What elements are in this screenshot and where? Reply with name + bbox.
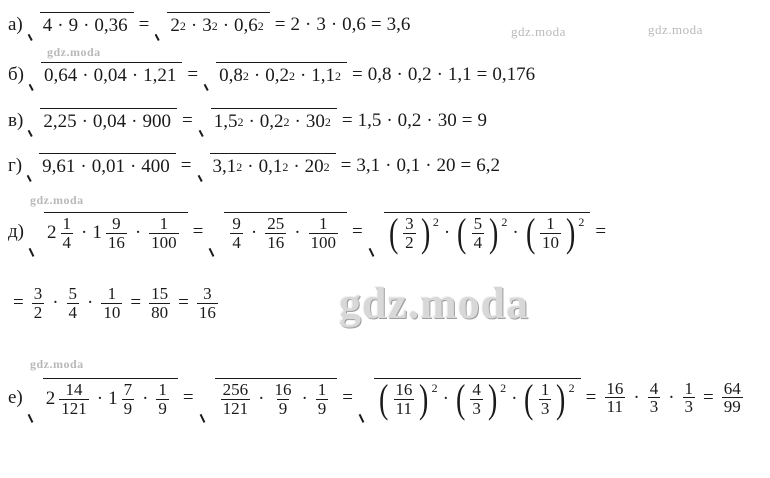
operator: · (57, 15, 64, 36)
radical-sign-icon (27, 378, 43, 418)
numerator: 3 (203, 284, 212, 303)
operand: 3,1 (212, 156, 237, 177)
radical-sign-icon (197, 153, 210, 178)
operator: · (248, 111, 255, 132)
left-paren: ( (524, 376, 534, 422)
exponent: 2 (179, 19, 186, 33)
denominator: 11 (606, 397, 624, 417)
left-paren: ( (379, 376, 389, 422)
fraction (722, 380, 743, 417)
left-paren: ( (525, 210, 536, 256)
fraction (59, 381, 89, 418)
item-label-b: б) (8, 63, 24, 85)
numerator: 3 (33, 284, 43, 303)
solution-line-d-cont (8, 285, 221, 322)
numerator: 4 (649, 378, 659, 398)
numerator: 16 (395, 380, 413, 399)
radical-sign-icon (27, 12, 40, 37)
exponent: 2 (283, 115, 290, 129)
watermark: gdz.moda (648, 22, 703, 37)
fraction (32, 285, 45, 322)
fraction (149, 285, 170, 322)
fraction (472, 215, 485, 252)
whole-part: 2 (45, 388, 56, 410)
exponent: 2 (568, 381, 575, 395)
solution-line-d (8, 210, 611, 256)
parenthesized-power (454, 376, 507, 422)
operator: · (81, 222, 88, 244)
operand: 1,5 (213, 111, 238, 132)
numerator: 9 (232, 214, 241, 233)
right-paren: ) (487, 376, 498, 422)
mixed-number (46, 381, 92, 418)
exponent: 2 (242, 69, 249, 83)
operator: · (293, 156, 300, 177)
numerator: 1 (319, 214, 328, 233)
radical-b-2 (203, 62, 347, 87)
numerator: 1 (158, 380, 167, 399)
fraction (648, 380, 661, 417)
numerator: 3 (405, 214, 414, 233)
fraction (309, 215, 339, 252)
fraction (403, 215, 416, 252)
fraction (149, 215, 179, 252)
exponent: 2 (257, 19, 264, 33)
numerator: 14 (65, 380, 83, 399)
fraction (316, 381, 329, 418)
fraction (604, 380, 625, 417)
right-paren: ) (420, 210, 430, 256)
watermark: gdz.moda (511, 24, 566, 39)
operand: 2,25 (43, 111, 77, 132)
operator: · (253, 65, 261, 86)
fraction (221, 381, 251, 418)
equals-sign: = (352, 63, 363, 85)
numerator: 1 (546, 214, 555, 233)
fraction (122, 381, 135, 418)
operand: 0,1 (396, 154, 421, 176)
fraction (470, 381, 483, 418)
equals-sign: = (13, 292, 24, 314)
watermark-large: gdz.moda (339, 279, 530, 328)
parenthesized-power (524, 210, 585, 256)
numerator: 16 (606, 378, 624, 398)
denominator: 10 (542, 232, 560, 252)
item-label-v: в) (8, 109, 24, 131)
denominator: 4 (68, 302, 78, 322)
fraction (265, 215, 286, 252)
watermark: gdz.moda (30, 193, 84, 207)
operand: 400 (141, 156, 170, 177)
operator: · (299, 65, 307, 86)
solution-line-a (8, 12, 410, 37)
operator: · (222, 15, 230, 36)
numerator: 25 (267, 214, 285, 233)
numerator: 4 (472, 380, 481, 399)
operator: · (385, 154, 392, 176)
numerator: 5 (68, 284, 78, 303)
denominator: 16 (267, 232, 285, 252)
operand: 0,6 (342, 13, 366, 35)
operand: 9 (68, 15, 79, 36)
equals-sign: = (274, 13, 286, 35)
operand: 0,2 (407, 63, 432, 85)
equals-sign: = (585, 386, 597, 408)
equals-sign: = (182, 386, 194, 408)
operand: 0,01 (91, 156, 125, 177)
right-paren: ) (489, 210, 499, 256)
equals-sign: = (370, 13, 382, 35)
operator: · (294, 111, 301, 132)
radical-g-1 (26, 153, 176, 178)
denominator: 4 (62, 232, 71, 252)
operator: · (258, 388, 265, 410)
operand: 900 (142, 111, 171, 132)
numerator: 9 (112, 214, 121, 233)
operator: · (668, 386, 675, 408)
equals-sign: = (703, 386, 714, 408)
denominator: 10 (103, 302, 121, 322)
operand: 4 (42, 15, 53, 36)
operator: · (386, 109, 393, 131)
radical-sign-icon (28, 62, 41, 87)
denominator: 80 (151, 302, 169, 322)
operator: · (436, 63, 443, 85)
radical-a-1 (27, 12, 134, 37)
operator: · (52, 292, 59, 314)
parenthesized-power (387, 210, 439, 256)
operand: 20 (436, 154, 456, 176)
fraction (540, 215, 561, 252)
operand: 0,6 (234, 15, 258, 36)
equals-sign: = (476, 63, 488, 85)
radical-sign-icon (203, 62, 216, 87)
exponent: 2 (578, 215, 585, 229)
right-paren: ) (566, 210, 576, 256)
fraction (393, 381, 414, 418)
operator: · (83, 15, 90, 36)
radical-sign-icon (368, 212, 384, 252)
exponent: 2 (431, 381, 438, 395)
solution-line-b (8, 62, 535, 87)
operator: · (330, 13, 338, 35)
radical-sign-icon (27, 108, 40, 133)
fraction (61, 215, 74, 252)
fraction (272, 381, 293, 418)
equals-sign: = (181, 109, 193, 131)
denominator: 9 (123, 398, 133, 418)
operand: 0,2 (397, 109, 422, 131)
radical-sign-icon (358, 378, 374, 418)
operand: 0,8 (367, 63, 392, 85)
item-label-g: г) (8, 154, 23, 176)
equals-sign: = (461, 109, 473, 131)
operator: · (426, 109, 433, 131)
numerator: 1 (107, 284, 117, 303)
solution-line-g (8, 153, 500, 178)
fraction (683, 380, 696, 417)
equals-sign: = (352, 220, 363, 242)
exponent: 2 (500, 381, 507, 395)
denominator: 16 (198, 302, 216, 322)
operator: · (443, 222, 451, 244)
equals-sign: = (192, 220, 204, 242)
fraction (197, 285, 218, 322)
radical-sign-icon (198, 108, 211, 133)
equals-sign: = (342, 386, 354, 408)
radical-b-1 (28, 62, 182, 87)
equals-sign: = (187, 63, 199, 85)
denominator: 3 (684, 397, 694, 417)
operator: · (247, 156, 254, 177)
radical-sign-icon (28, 212, 44, 252)
equals-sign: = (138, 13, 150, 35)
operator: · (81, 111, 88, 132)
denominator: 121 (222, 398, 249, 418)
denominator: 4 (473, 232, 483, 252)
fraction (101, 285, 122, 322)
operand: 1,5 (357, 109, 382, 131)
exponent: 2 (211, 19, 218, 33)
denominator: 3 (540, 398, 550, 418)
operator: · (131, 65, 139, 86)
exponent: 2 (501, 215, 508, 229)
fraction (106, 215, 127, 252)
operator: · (142, 388, 149, 410)
numerator: 5 (473, 214, 483, 233)
left-paren: ( (388, 210, 399, 256)
equals-sign: = (180, 154, 192, 176)
radical-e-1 (27, 378, 178, 418)
denominator: 99 (723, 397, 741, 417)
operand: 20 (304, 156, 324, 177)
item-label-d: д) (8, 220, 24, 242)
radical-e-3 (358, 376, 581, 422)
equals-sign: = (460, 154, 472, 176)
operand: 0,36 (94, 15, 128, 36)
operand: 0,64 (44, 65, 78, 86)
denominator: 2 (33, 302, 43, 322)
denominator: 11 (395, 398, 413, 418)
mixed-number (92, 215, 130, 252)
radical-e-2 (199, 378, 338, 418)
exponent: 2 (323, 160, 330, 174)
operator: · (301, 388, 308, 410)
numerator: 64 (723, 378, 741, 398)
denominator: 121 (61, 398, 87, 418)
numerator: 1 (684, 378, 694, 398)
operand: 3,1 (356, 154, 381, 176)
radical-sign-icon (26, 153, 39, 178)
right-paren: ) (556, 376, 566, 422)
operand: 3 (202, 15, 212, 36)
exponent: 2 (282, 160, 289, 174)
denominator: 9 (278, 398, 288, 418)
radical-sign-icon (208, 212, 224, 252)
denominator: 100 (310, 232, 337, 252)
operand: 0,2 (259, 111, 284, 132)
whole-part: 1 (108, 388, 118, 410)
radical-g-2 (197, 153, 336, 178)
operand: 0,8 (219, 65, 243, 86)
exponent: 2 (236, 160, 243, 174)
numerator: 15 (151, 284, 169, 303)
exponent: 2 (237, 115, 244, 129)
whole-part: 2 (47, 222, 57, 244)
operator: · (633, 386, 640, 408)
denominator: 9 (317, 398, 327, 418)
watermark: gdz.moda (47, 45, 101, 59)
denominator: 2 (405, 232, 414, 252)
exponent: 2 (324, 115, 331, 129)
equals-sign: = (341, 109, 353, 131)
fraction (156, 381, 169, 418)
operand: 30 (437, 109, 457, 131)
numerator: 7 (123, 380, 133, 399)
operator: · (425, 154, 432, 176)
operator: · (129, 156, 137, 177)
operand: 3 (316, 13, 326, 35)
fraction (230, 215, 243, 252)
item-label-e: е) (8, 386, 23, 408)
exponent: 2 (288, 69, 295, 83)
solution-line-v (8, 108, 487, 133)
denominator: 9 (158, 398, 167, 418)
left-paren: ( (457, 210, 467, 256)
operator: · (82, 65, 89, 86)
operator: · (294, 222, 301, 244)
denominator: 4 (232, 232, 241, 252)
result-value: 3,6 (386, 13, 411, 35)
fraction (67, 285, 80, 322)
operator: · (131, 111, 138, 132)
radical-a-2 (154, 12, 269, 37)
numerator: 1 (317, 380, 327, 399)
operator: · (396, 63, 403, 85)
radical-v-2 (198, 108, 337, 133)
result-value: 6,2 (476, 154, 500, 176)
solution-line-e (8, 376, 746, 422)
operand: 1,1 (447, 63, 472, 85)
whole-part: 1 (92, 222, 102, 244)
exponent: 2 (432, 215, 439, 229)
parenthesized-power (377, 376, 438, 422)
denominator: 16 (107, 232, 125, 252)
denominator: 3 (649, 397, 659, 417)
operand: 2 (170, 15, 180, 36)
equals-sign: = (595, 220, 607, 242)
operand: 0,1 (258, 156, 283, 177)
radical-sign-icon (199, 378, 215, 418)
right-paren: ) (419, 376, 429, 422)
equals-sign: = (340, 154, 352, 176)
parenthesized-power (455, 210, 508, 256)
operator: · (134, 222, 142, 244)
result-value: 0,176 (492, 63, 536, 85)
fraction (539, 381, 552, 418)
operand: 1,21 (143, 65, 177, 86)
operand: 9,61 (42, 156, 76, 177)
watermark: gdz.moda (30, 357, 84, 371)
operator: · (512, 222, 519, 244)
item-label-a: а) (8, 13, 23, 35)
radical-v-1 (27, 108, 177, 133)
operator: · (511, 388, 518, 410)
radical-d-2 (208, 212, 347, 252)
mixed-number (108, 381, 137, 418)
operand: 0,2 (265, 65, 289, 86)
operand: 0,04 (92, 111, 127, 132)
numerator: 256 (222, 380, 249, 399)
numerator: 1 (62, 214, 71, 233)
operator: · (190, 15, 198, 36)
radical-d-3 (368, 210, 591, 256)
denominator: 100 (151, 232, 177, 252)
left-paren: ( (455, 376, 466, 422)
exponent: 2 (335, 69, 342, 83)
operator: · (442, 388, 449, 410)
denominator: 3 (472, 398, 481, 418)
operator: · (250, 222, 258, 244)
equals-sign: = (130, 292, 142, 314)
result-value: 9 (477, 109, 487, 131)
operand: 30 (305, 111, 325, 132)
operator: · (87, 292, 94, 314)
operand: 1,1 (311, 65, 336, 86)
operand: 0,04 (93, 65, 127, 86)
operator: · (96, 388, 104, 410)
operand: 2 (290, 13, 301, 35)
numerator: 1 (540, 380, 550, 399)
operator: · (80, 156, 87, 177)
mixed-number (47, 215, 76, 252)
numerator: 1 (159, 214, 169, 233)
operator: · (305, 13, 312, 35)
radical-sign-icon (154, 12, 167, 37)
numerator: 16 (274, 380, 292, 399)
parenthesized-power (522, 376, 575, 422)
equals-sign: = (178, 292, 189, 314)
radical-d-1 (28, 212, 188, 252)
